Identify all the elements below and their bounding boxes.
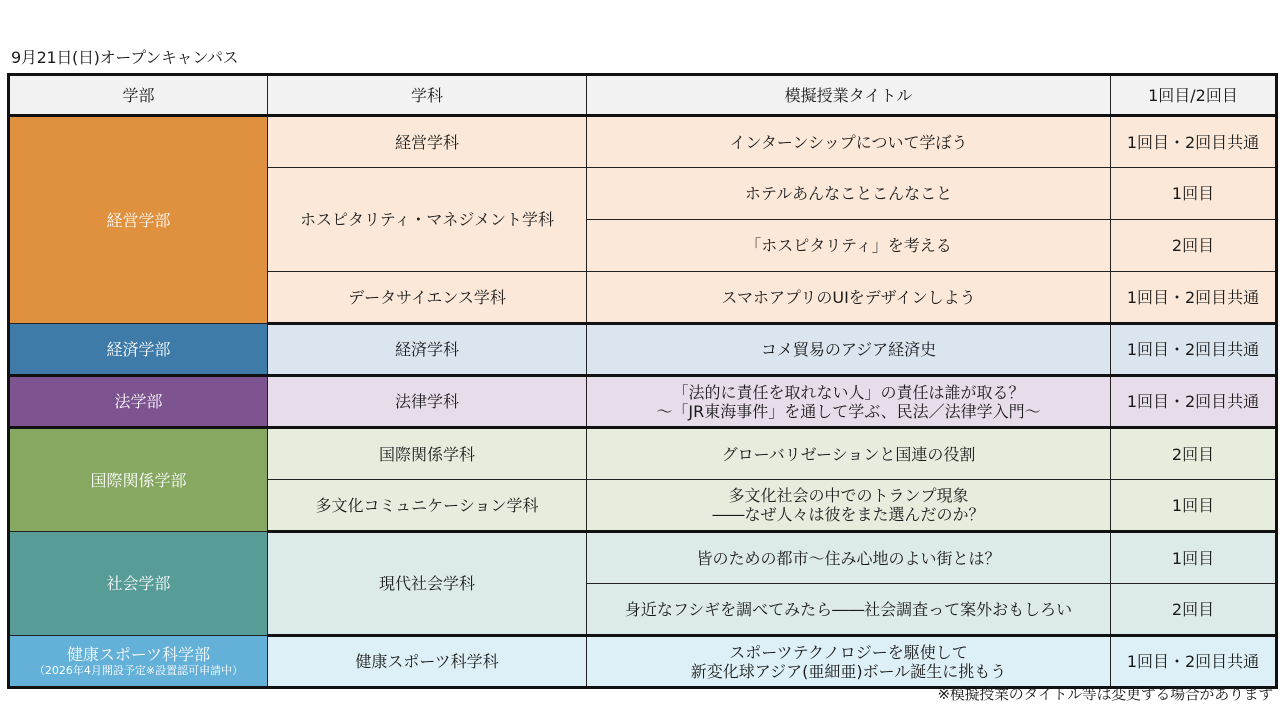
class-title (587, 116, 1111, 168)
department-name: 健康スポーツ科学科 (268, 636, 587, 688)
class-title-line: ～「JR東海事件」を通して学ぶ、民法／法律学入門～ (656, 401, 1041, 421)
department-name: 現代社会学科 (268, 532, 587, 636)
class-title-line: コメ貿易のアジア経済史 (760, 340, 937, 359)
table-header-row (9, 75, 1277, 116)
faculty-note: （2026年4月開設予定※設置認可申請中） (33, 664, 244, 677)
department-name: 多文化コミュニケーション学科 (268, 480, 587, 532)
class-title-line: 多文化社会の中でのトランプ現象 (728, 486, 969, 505)
faculty-name: 法学部 (114, 392, 163, 411)
schedule-body (9, 116, 1277, 688)
class-title-line: 新変化球アジア(亜細亜)ボール誕生に挑もう (690, 661, 1007, 681)
class-title-line: 「法的に責任を取れない人」の責任は誰が取る？ (672, 382, 1025, 402)
session-label: 2回目 (1111, 428, 1277, 480)
class-title-line: ホテルあんなことこんなこと (744, 184, 953, 203)
class-title-line: グローバリゼーションと国連の役割 (721, 444, 976, 464)
class-title-line: 「ホスピタリティ」を考える (745, 236, 952, 255)
session-label: 1回目 (1111, 532, 1277, 584)
department-name: データサイエンス学科 (268, 272, 587, 324)
faculty-cell (9, 428, 268, 532)
header-faculty: 学部 (9, 75, 268, 116)
faculty-cell (9, 532, 268, 636)
class-title (587, 324, 1111, 376)
header-class-title: 模擬授業タイトル (587, 75, 1111, 116)
page-caption: 9月21日(日)オープンキャンパス (11, 48, 239, 67)
department-name: ホスピタリティ・マネジメント学科 (268, 168, 587, 272)
faculty-cell (9, 636, 268, 688)
session-label: 1回目・2回目共通 (1111, 636, 1277, 688)
class-title-line: スポーツテクノロジーを駆使して (729, 642, 968, 662)
class-title (587, 220, 1111, 272)
class-title (587, 532, 1111, 584)
department-name: 国際関係学科 (268, 428, 587, 480)
class-title-line: 皆のための都市～住み心地のよい街とは？ (696, 548, 1001, 568)
faculty-name: 社会学部 (106, 574, 171, 593)
department-name: 法律学科 (268, 376, 587, 428)
header-department: 学科 (268, 75, 587, 116)
department-name: 経営学科 (268, 116, 587, 168)
session-label: 1回目・2回目共通 (1111, 272, 1277, 324)
header-session: 1回目/2回目 (1111, 75, 1277, 116)
session-label: 1回目・2回目共通 (1111, 116, 1277, 168)
open-campus-schedule-table (7, 73, 1278, 689)
class-title-line: 身近なフシギを調べてみたら――社会調査って案外おもしろい (624, 599, 1073, 619)
table-row (9, 116, 1277, 168)
faculty-cell (9, 376, 268, 428)
faculty-name: 経営学部 (106, 210, 171, 230)
class-title (587, 584, 1111, 636)
class-title (587, 636, 1111, 688)
class-title-line: スマホアプリのUIをデザインしよう (721, 287, 976, 307)
table-row (9, 376, 1277, 428)
class-title-line: インターンシップについて学ぼう (729, 132, 968, 152)
faculty-cell (9, 116, 268, 324)
table-row (9, 636, 1277, 688)
table-row (9, 532, 1277, 584)
faculty-name: 経済学部 (106, 339, 171, 359)
session-label: 1回目 (1111, 480, 1277, 532)
session-label: 1回目・2回目共通 (1111, 324, 1277, 376)
footnote: ※模擬授業のタイトル等は変更する場合があります (937, 685, 1273, 703)
session-label: 1回目・2回目共通 (1111, 376, 1277, 428)
class-title (587, 272, 1111, 324)
class-title-line: ――なぜ人々は彼をまた選んだのか？ (712, 505, 985, 524)
session-label: 2回目 (1111, 584, 1277, 636)
class-title (587, 480, 1111, 532)
class-title (587, 376, 1111, 428)
faculty-name: 健康スポーツ科学部 (66, 645, 211, 664)
faculty-cell (9, 324, 268, 376)
faculty-name: 国際関係学部 (90, 470, 187, 490)
table-row (9, 324, 1277, 376)
table-row (9, 428, 1277, 480)
class-title (587, 428, 1111, 480)
session-label: 1回目 (1111, 168, 1277, 220)
department-name: 経済学科 (268, 324, 587, 376)
session-label: 2回目 (1111, 220, 1277, 272)
class-title (587, 168, 1111, 220)
